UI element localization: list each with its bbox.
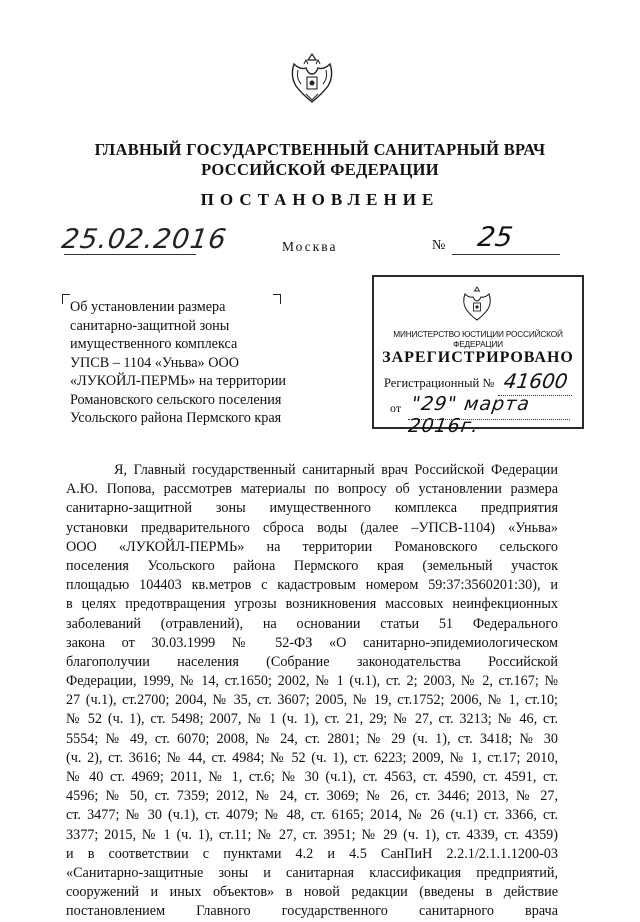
subject-line: Усольского района Пермского края <box>70 410 282 426</box>
document-date: 25.02.2016 <box>59 224 229 255</box>
body-line: и в соответствии с пунктами 4.2 и 4.5 СанПиН 2.2.1/2.1.1.1200-03 <box>66 845 558 862</box>
subject-line: Об установлении размера <box>70 299 226 315</box>
body-line: «Санитарно-защитные зоны и санитарная классификация предприятий, <box>66 864 558 881</box>
body-line: № 40 ст. 4969; 2011, № 1, ст.6; № 30 (ч.1), ст. 4563, ст. 4590, ст. 4591, ст. <box>66 769 558 785</box>
stamp-coat-of-arms-icon <box>460 285 494 323</box>
stamp-date-line <box>408 419 570 420</box>
subject-line: имущественного комплекса <box>70 336 238 352</box>
body-line: (ч. 2), ст. 3616; № 44, ст. 4984; № 52 (ч. 1), ст. 6223; 2009, № 1, ст.17; 2010, <box>66 749 558 766</box>
body-line: 3377; 2015, № 1 (ч. 1), ст.11; № 27, ст. 3951; № 29 (ч. 1), ст. 4339, ст. 4359) <box>66 826 558 843</box>
subject-line: санитарно-защитной зоны <box>70 317 230 334</box>
document-type: ПОСТАНОВЛЕНИЕ <box>200 190 440 209</box>
document-body <box>66 461 558 922</box>
number-label: № <box>432 238 446 253</box>
coat-of-arms-icon <box>286 50 338 106</box>
document-number: 25 <box>475 222 515 253</box>
body-line: закона от 30.03.1999 № 52-ФЗ «О санитарно-эпидемиологическом <box>66 634 558 651</box>
subject-line: УПСВ – 1104 «Уньва» ООО <box>70 354 239 371</box>
stamp-ministry: МИНИСТЕРСТВО ЮСТИЦИИ РОССИЙСКОЙ ФЕДЕРАЦИИ <box>393 329 563 349</box>
body-line: заболеваний (отравлений), на основании статьи 51 Федерального <box>66 615 558 632</box>
subject-line: Романовского сельского поселения <box>70 391 282 408</box>
number-underline <box>452 254 560 255</box>
subject-block <box>70 298 310 428</box>
body-line: ст. 3477; № 30 (ч.1), ст. 4079; № 48, ст. 6165; 2014, № 26 (ч.1) ст. 3366, ст. <box>66 807 558 824</box>
body-line: в целях предотвращения угрозы возникновения массовых неинфекционных <box>66 596 558 613</box>
date-underline <box>64 254 196 255</box>
issuer-title-line2: РОССИЙСКОЙ ФЕДЕРАЦИИ <box>201 160 439 179</box>
issuer-title-line1: ГЛАВНЫЙ ГОСУДАРСТВЕННЫЙ САНИТАРНЫЙ ВРАЧ <box>94 140 546 159</box>
subject-bracket-left <box>62 294 70 304</box>
body-line: площадью 104403 кв.метров с кадастровым номером 59:37:3560201:30), и <box>66 577 558 594</box>
body-line: Федерации, 1999, № 14, ст.1650; 2002, № 1 (ч.1), ст. 2; 2003, № 2, ст.167; № <box>66 673 558 690</box>
stamp-reg-label: Регистрационный № <box>384 376 495 390</box>
body-line: ООО «ЛУКОЙЛ-ПЕРМЬ» на территории Романовского сельского <box>66 538 558 555</box>
stamp-reg-number: 41600 <box>502 369 570 393</box>
subject-line: «ЛУКОЙЛ-ПЕРМЬ» на территории <box>70 373 287 389</box>
stamp-from-label: от <box>390 401 402 415</box>
body-line: А.Ю. Попова, рассмотрев материалы по вопросу об установлении размера <box>66 481 558 498</box>
stamp-registered: ЗАРЕГИСТРИРОВАНО <box>382 349 574 366</box>
body-line: сооружений и иных объектов» в новой редакции (введены в действие <box>66 884 558 901</box>
body-line: установки предварительного сброса воды (далее –УПСВ-1104) «Уньва» <box>66 519 558 536</box>
body-line: 27 (ч.1), ст.2700; 2004, № 35, ст. 3607; 2005, № 19, ст.1752; 2006, № 1, ст.10; <box>66 692 558 709</box>
body-line: № 52 (ч. 1), ст. 5498; 2007, № 1 (ч. 1), ст. 21, 29; № 27, ст. 3213; № 46, ст. <box>66 711 558 728</box>
body-line: благополучии населения (Собрание законодательства Российской <box>66 653 558 670</box>
body-line: 5554; № 49, ст. 6070; 2008, № 24, ст. 2801; № 29 (ч. 1), ст. 3418; № 30 <box>66 730 558 747</box>
registration-stamp <box>372 275 584 437</box>
body-line: Я, Главный государственный санитарный врач Российской Федерации <box>114 462 558 478</box>
body-line: 4596; № 50, ст. 7359; 2012, № 24, ст. 3069; № 26, ст. 3446; 2013, № 27, <box>66 788 558 805</box>
document-city: Москва <box>282 239 338 254</box>
stamp-reg-date: "29" марта 2016г. <box>406 393 532 437</box>
body-line: поселения Усольского района Пермского края (земельный участок <box>66 557 558 574</box>
body-line: постановлением Главного государственного санитарного врача <box>66 903 558 920</box>
body-line: санитарно-защитной зоны имущественного комплекса предприятия <box>66 500 558 517</box>
